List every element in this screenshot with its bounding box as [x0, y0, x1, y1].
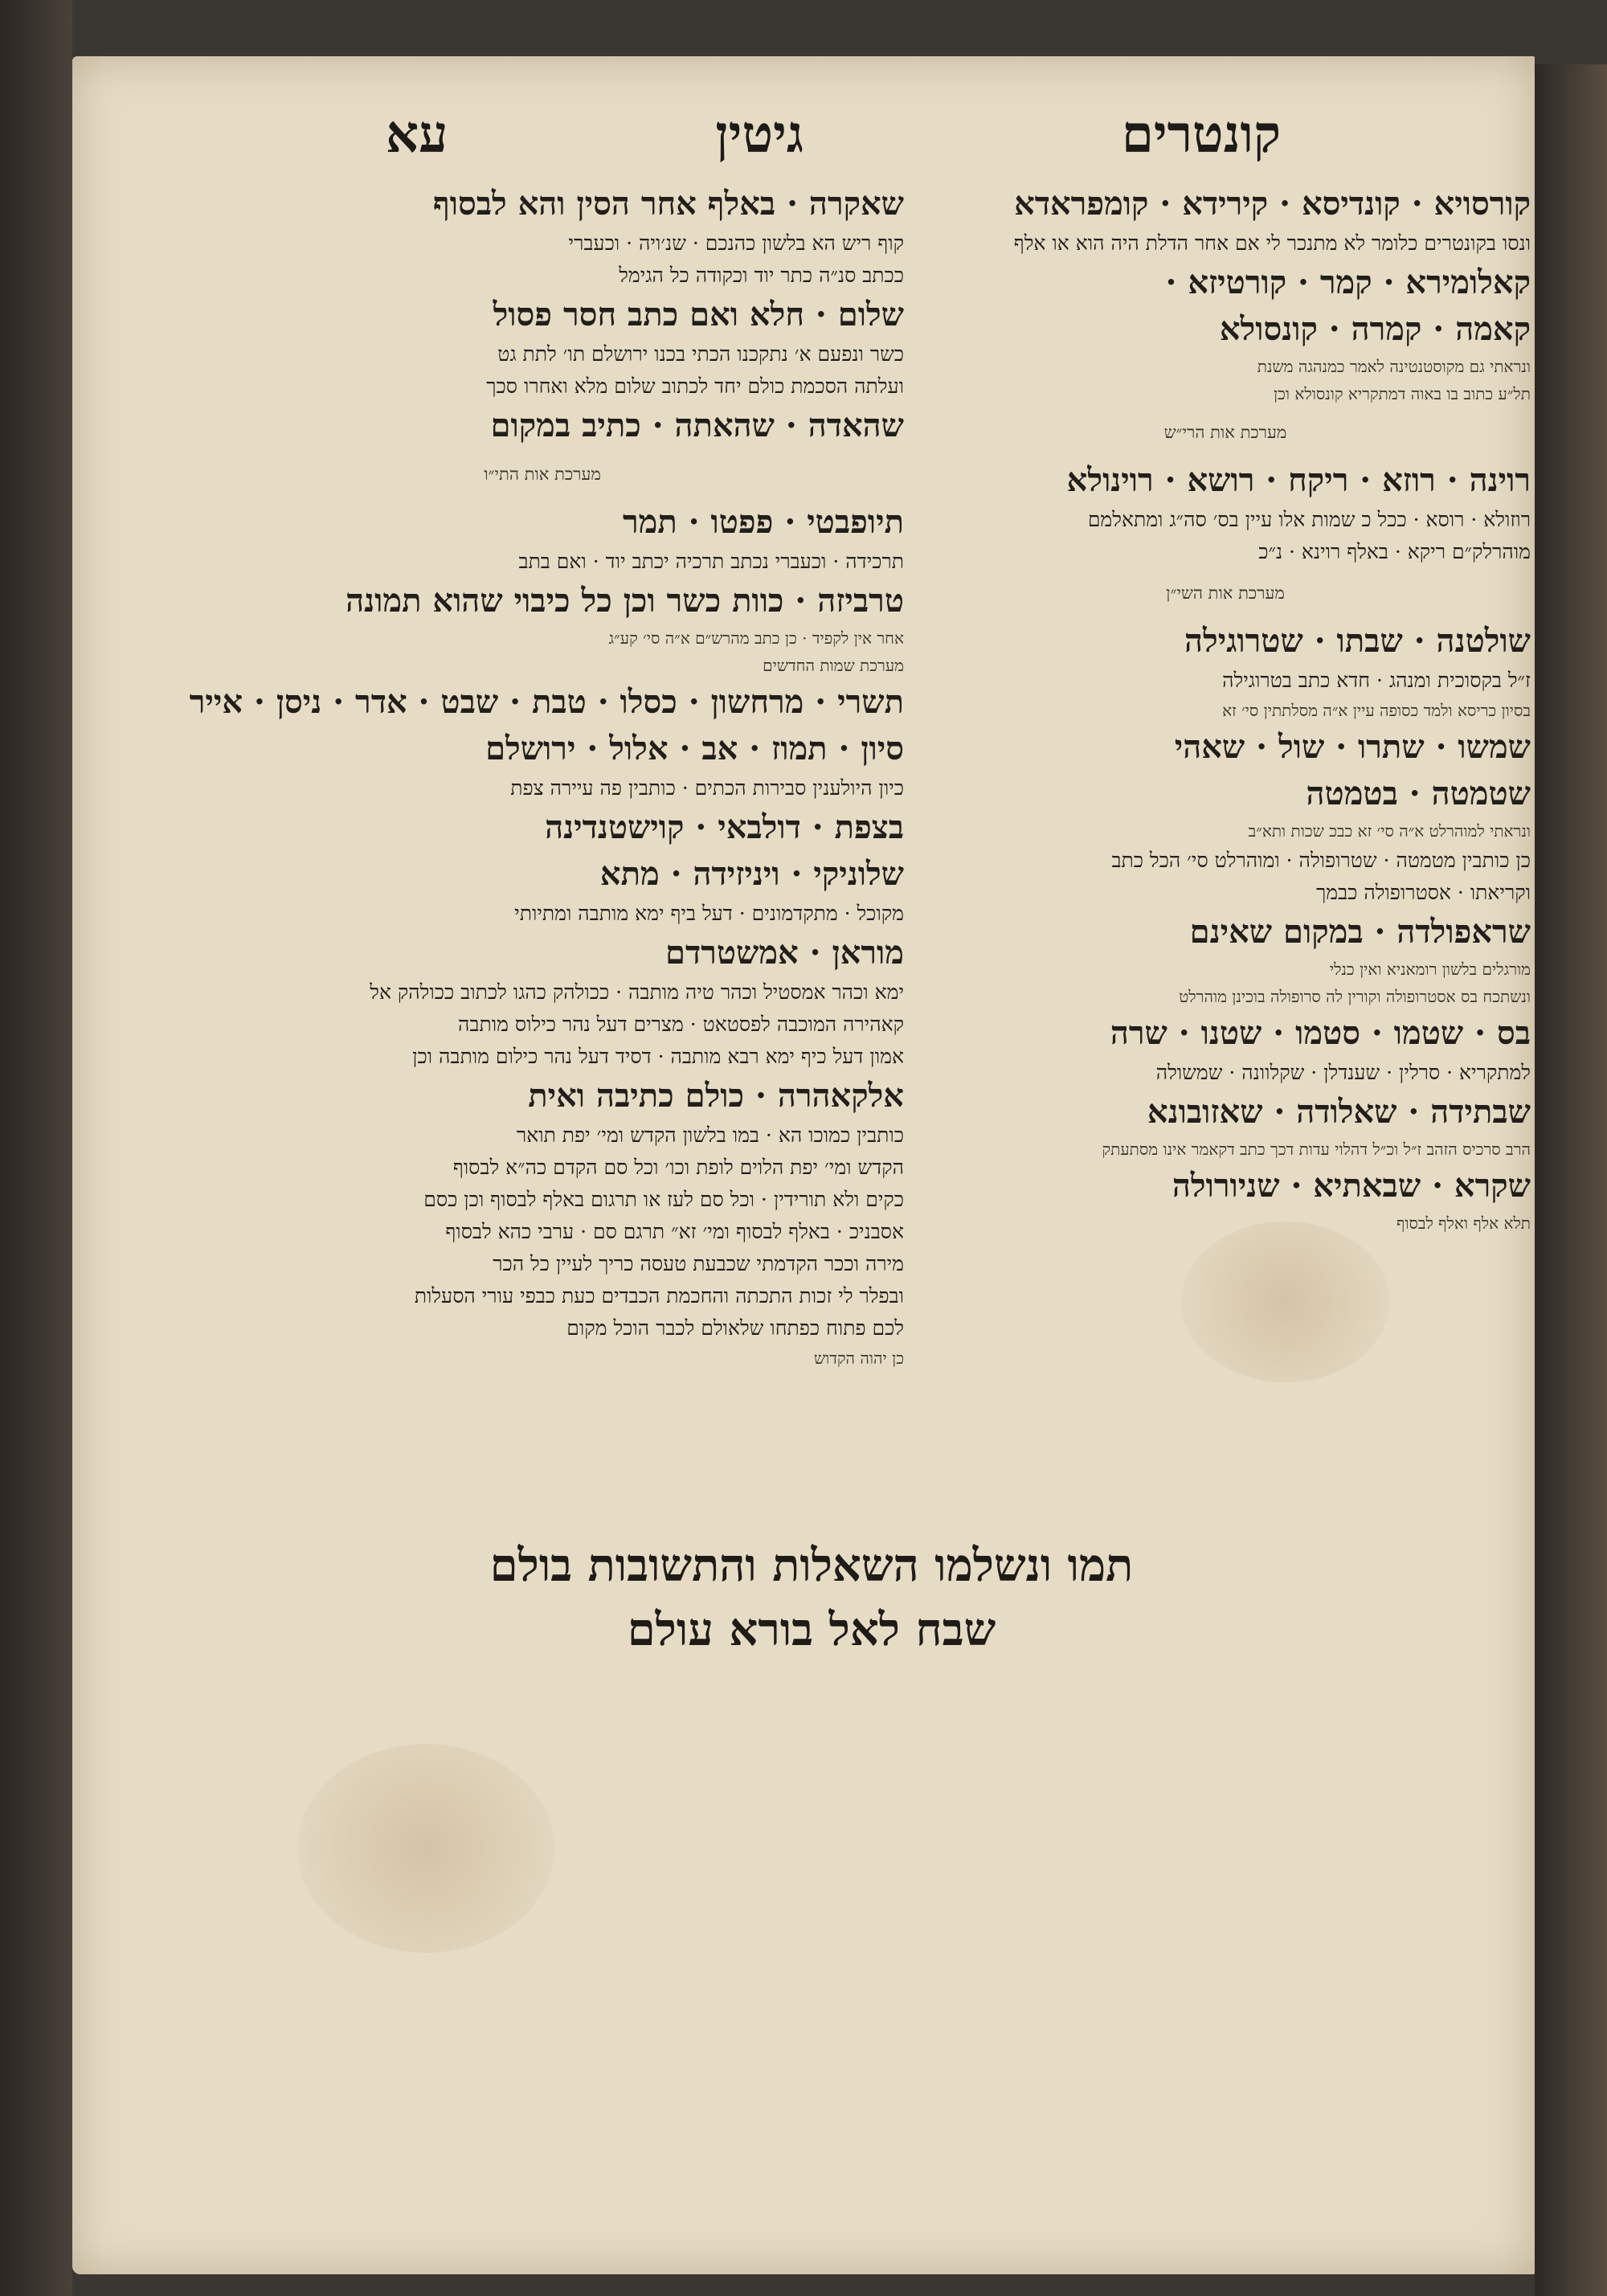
text-line: שולטנה · שבתו · שטרוגילה: [1184, 622, 1531, 660]
text-line: מערכת שמות החדשים: [763, 656, 904, 675]
colophon-line-1: תמו ונשלמו השאלות והתשובות בולם: [489, 1539, 1134, 1592]
text-line: ובפלר לי זכות התכתה והחכמת הכבדים כעת כבפי עורי הסעלות: [414, 1284, 904, 1308]
adjacent-page-edge: [1535, 64, 1607, 2296]
text-line: אמון דעל כיף ימא רבא מותבה · דסיד דעל נהר כילום מותבה וכן: [412, 1045, 904, 1068]
text-line: תלא אלף ואלף לבסוף: [1396, 1213, 1531, 1233]
text-line: קאמה · קמרה · קונסולא: [1219, 310, 1531, 348]
text-line: הרב סרכיס הזהב ז״ל וכ״ל דהלוי עדות דכך כתב דקאמר אינו מסתעתק: [1102, 1140, 1531, 1159]
text-line: תרכידה · וכעברי נכתב תרכיה יכתב יוד · ואם בתב: [518, 550, 904, 573]
text-line: טרביזה · כוות כשר וכן כל כיבוי שהוא תמונה: [346, 582, 904, 620]
text-line: כן יהוה הקדוש: [813, 1349, 904, 1368]
text-line: כן כותבין מטמטה · שטרופולה · ומוהרלט סי׳ הכל כתב: [1111, 849, 1531, 872]
book-spine-shadow: [0, 0, 72, 2296]
text-line: שלוניקי · ויניזידה · מתא: [599, 855, 904, 893]
left-text-column: [181, 181, 904, 1372]
text-line: כשר ונפעם א׳ נתקכנו הכתי בכנו ירושלם תו׳ לתת גט: [497, 342, 904, 366]
text-line: מוהרלק״ם ריקא · באלף רוינא · נ״כ: [1258, 540, 1531, 563]
text-line: מורגלים בלשון רומאניא ואין כנלי: [1329, 960, 1531, 979]
text-line: שהאדה · שהאתה · כתיב במקום: [490, 407, 904, 444]
text-line: שקרא · שבאתיא · שניורולה: [1172, 1167, 1531, 1205]
text-line: שאקרה · באלף אחר הסין והא לבסוף: [432, 185, 904, 223]
text-line: רוזולא · רוסא · ככל כ שמות אלו עיין בס׳ סה״ג ומתאלמם: [1087, 508, 1531, 531]
text-line: אסבניכ · באלף לבסוף ומי׳ זא״ תרגם סם · ערבי כהא לבסוף: [445, 1220, 904, 1243]
running-title-left: [386, 104, 804, 165]
text-line: הקדש ומי׳ יפת הלוים לופת וכו׳ וכל סם הקדם כה״א לבסוף: [452, 1156, 904, 1179]
text-line: ימא וכהר אמסטיל וכהר טיה מותבה · ככולהק כהגו לכתוב ככולהק אל: [370, 980, 904, 1004]
paper-stain: [1181, 1222, 1390, 1382]
text-line: שבתידה · שאלודה · שאזובונא: [1147, 1093, 1531, 1131]
text-line: אחר אין לקפיד · כן כתב מהרש״ם א״ה סי׳ קע״ג: [608, 628, 904, 648]
text-line: בצפת · דולבאי · קוישטנדינה: [545, 808, 904, 846]
section-heading: מערכת אות הרי״ש: [1163, 423, 1287, 442]
text-line: ונראתי גם מקוסטנטינה לאמר כמנהגה משנת: [1257, 357, 1531, 376]
folio-number: עא: [386, 104, 448, 165]
text-line: שלום · חלא ואם כתב חסר פסול: [493, 296, 904, 334]
paper-stain: [297, 1744, 554, 1953]
text-line: אלקאהרה · כולם כתיבה ואית: [528, 1077, 904, 1115]
section-heading: מערכת אות התי״ו: [484, 465, 601, 484]
text-line: כיון היולענין סבירות הכתים · כותבין פה עיירה צפת: [510, 776, 904, 800]
text-line: בס · שטמו · סטמו · שטנו · שרה: [1110, 1014, 1531, 1052]
section-heading: מערכת אות השי״ן: [1166, 583, 1285, 603]
text-line: שטמטה · בטמטה: [1306, 775, 1531, 812]
text-line: וקריאתו · אסטרופולה כבמך: [1316, 881, 1531, 904]
running-title-right: קונטרים: [1121, 104, 1282, 165]
text-line: קאלומירא · קמר · קורטיזא ·: [1165, 264, 1531, 301]
text-line: קאהירה המוכבה לפסטאט · מצרים דעל נהר כילוס מותבה: [458, 1013, 904, 1036]
text-line: ככתב סנ״ה כתר יוד וכקודה כל הגימל: [619, 264, 904, 287]
text-line: ונראתי למוהרלט א״ה סי׳ זא כבכ שכות ותא״ב: [1248, 821, 1531, 841]
text-line: שראפולדה · במקום שאינם: [1189, 913, 1531, 951]
tractate-title: גיטין: [715, 104, 804, 165]
text-line: תיופבטי · פפטו · תמר: [622, 503, 904, 541]
text-line: מירה וככר הקדמתי שכבעת טעסה כריך לעיין כל הכר: [493, 1252, 904, 1275]
text-line: רוינה · רוזא · ריקח · רושא · רוינולא: [1066, 461, 1531, 499]
text-line: תל״ע כתוב בו באוה דמתקריא קונסולא וכן: [1274, 384, 1531, 403]
colophon-line-2: שבח לאל בורא עולם: [627, 1603, 996, 1656]
text-line: קוף ריש הא בלשון כהנכם · שנ׳ויה · וכעברי: [568, 231, 904, 255]
text-line: מקוכל · מתקדמונים · דעל ביף ימא מותבה ומתיותי: [514, 902, 904, 925]
right-text-column: [920, 181, 1531, 1237]
text-line: מוראן · אמשטרדם: [665, 934, 904, 972]
text-line: ועלתה הסכמת כולם יחד לכתוב שלום מלא ואחרו סכך: [486, 374, 904, 398]
text-line: למתקריא · סרלין · שענדלן · שקלוונה · שמשולה: [1155, 1061, 1531, 1084]
text-line: ז״ל בקסוכית ומנהג · חדא כתב בטרוגילה: [1222, 669, 1531, 692]
text-line: ונשתכח בס אסטרופולה וקורין לה סרופולה בוכינן מוהרלט: [1179, 987, 1531, 1006]
text-line: תשרי · מרחשון · כסלו · טבת · שבט · אדר · ניסן · אייר: [189, 683, 904, 721]
text-line: לכם פתוח כפתחו שלאולם לכבר הוכל מקום: [566, 1316, 904, 1340]
text-line: קורסויא · קונדיסא · קירידא · קומפראדא: [1014, 185, 1531, 223]
text-line: ונסו בקונטרים כלומר לא מתנכר לי אם אחר הדלת היה הוא או אלף: [1013, 231, 1531, 255]
text-line: שמשו · שתרו · שול · שאהי: [1174, 728, 1531, 766]
text-line: סיון · תמוז · אב · אלול · ירושלם: [485, 730, 904, 767]
text-line: כקים ולא תורידין · וכל סם לעז או תרגום באלף לבסוף וכן כסם: [423, 1188, 904, 1211]
text-line: בסיון כריסא ולמד כסופה עיין א״ה מסלתתין סי׳ זא: [1222, 701, 1531, 720]
text-line: כותבין כמוכו הא · במו בלשון הקדש ומי׳ יפת תואר: [516, 1123, 904, 1147]
